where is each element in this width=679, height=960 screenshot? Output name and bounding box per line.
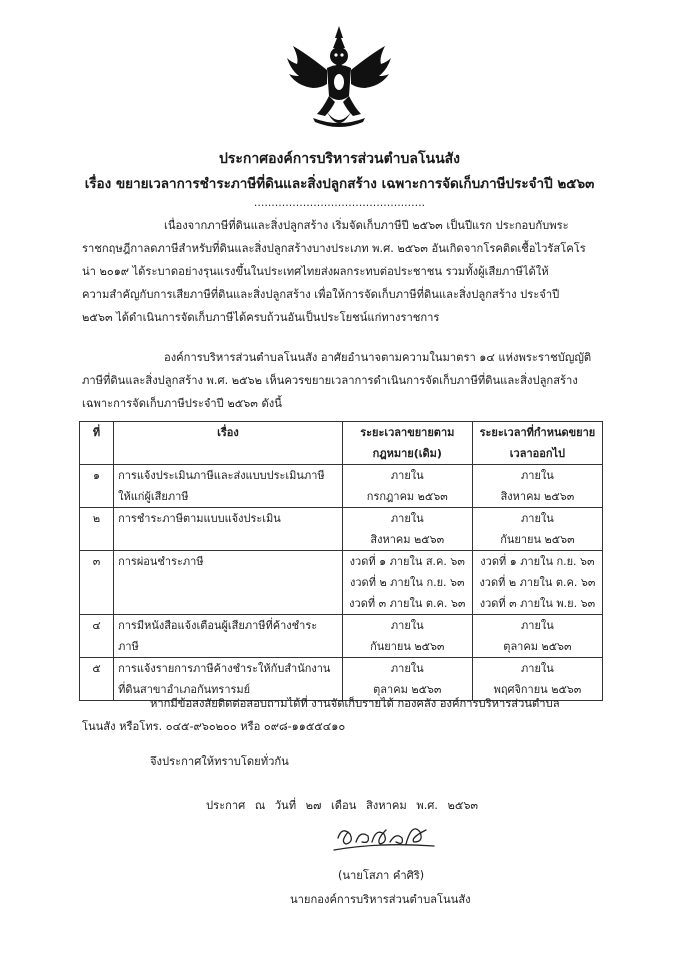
- row-number: ๔: [80, 615, 114, 658]
- garuda-emblem-icon: [283, 24, 395, 136]
- title-separator: .................................................: [253, 196, 426, 209]
- paragraph-line: เฉพาะการจัดเก็บภาษีประจำปี ๒๕๖๓ ดังนี้: [82, 397, 282, 410]
- announcement-subject: เรื่อง ขยายเวลาการชำระภาษีที่ดินและสิ่งปลูกสร้าง เฉพาะการจัดเก็บภาษีประจำปี ๒๕๖๓: [84, 176, 595, 192]
- paragraph-line: เนื่องจากภาษีที่ดินและสิ่งปลูกสร้าง เริ่มจัดเก็บภาษีปี ๒๕๖๓ เป็นปีแรก ประกอบกับพระ: [164, 219, 569, 232]
- table-row: [80, 551, 603, 615]
- paragraph-authority: [82, 346, 602, 415]
- row-number: ๒: [80, 508, 114, 551]
- row-extended: งวดที่ ๑ ภายใน ก.ย. ๖๓ งวดที่ ๒ ภายใน ต.ค. ๖๓ งวดที่ ๓ ภายใน พ.ย. ๖๓: [472, 551, 602, 615]
- paragraph-line: องค์การบริหารส่วนตำบลโนนสัง อาศัยอำนาจตามความในมาตรา ๑๔ แห่งพระราชบัญญัติ: [164, 351, 592, 364]
- header-original-period: ระยะเวลาขยายตาม กฎหมาย(เดิม): [342, 422, 472, 465]
- row-extended: ภายใน กันยายน ๒๕๖๓: [472, 508, 602, 551]
- row-subject: การชำระภาษีตามแบบแจ้งประเมิน: [114, 508, 343, 551]
- schedule-table: [79, 421, 603, 701]
- row-subject: การแจ้งรายการภาษีค้างชำระให้กับสำนักงาน ที่ดินสาขาอำเภอกันทรารมย์: [114, 658, 343, 701]
- paragraph-background: [82, 214, 602, 329]
- row-extended: ภายใน สิงหาคม ๒๕๖๓: [472, 465, 602, 508]
- signatory-name: (นายโสภา คำศิริ): [338, 869, 425, 882]
- paragraph-line: น่า ๒๐๑๙ ได้ระบาดอย่างรุนแรงขึ้นในประเทศไทยส่งผลกระทบต่อประชาชน รวมทั้งผู้เสียภาษีได้ให้: [82, 265, 549, 278]
- header-no: ที่: [80, 422, 114, 465]
- signatory-position: นายกองค์การบริหารส่วนตำบลโนนสัง: [290, 893, 471, 906]
- contact-paragraph: [82, 692, 602, 738]
- header-subject: เรื่อง: [114, 422, 343, 465]
- header-extended-period: ระยะเวลาที่กำหนดขยาย เวลาออกไป: [472, 422, 602, 465]
- announcement-title: ประกาศองค์การบริหารส่วนตำบลโนนสัง: [218, 151, 461, 167]
- handwritten-signature: [330, 812, 440, 862]
- row-extended: ภายใน ตุลาคม ๒๕๖๓: [472, 615, 602, 658]
- row-number: ๓: [80, 551, 114, 615]
- table-row: [80, 508, 603, 551]
- row-original: ภายใน กรกฎาคม ๒๕๖๓: [342, 465, 472, 508]
- table-row: [80, 465, 603, 508]
- announce-date: ประกาศ ณ วันที่ ๒๗ เดือน สิงหาคม พ.ศ. ๒๕๖๓: [206, 799, 479, 812]
- row-number: ๕: [80, 658, 114, 701]
- contact-line: โนนสัง หรือโทร. ๐๔๕-๙๖๐๒๐๐ หรือ ๐๙๘-๑๑๕๕๔๑๐: [82, 720, 346, 733]
- table-header-row: [80, 422, 603, 465]
- paragraph-line: ๒๕๖๓ ได้ดำเนินการจัดเก็บภาษีได้ครบถ้วนอันเป็นประโยชน์แก่ทางราชการ: [82, 311, 440, 324]
- row-original: งวดที่ ๑ ภายใน ส.ค. ๖๓ งวดที่ ๒ ภายใน ก.ย. ๖๓ งวดที่ ๓ ภายใน ต.ค. ๖๓: [342, 551, 472, 615]
- paragraph-line: ความสำคัญกับการเสียภาษีที่ดินและสิ่งปลูกสร้าง เพื่อให้การจัดเก็บภาษีที่ดินและสิ่งปลูกสร้าง ประจำปี: [82, 288, 560, 301]
- contact-line: หากมีข้อสงสัยติดต่อสอบถามได้ที่ งานจัดเก็บรายได้ กองคลัง องค์การบริหารส่วนตำบล: [150, 697, 560, 710]
- row-extended: ภายใน พฤศจิกายน ๒๕๖๓: [472, 658, 602, 701]
- row-number: ๑: [80, 465, 114, 508]
- paragraph-line: ภาษีที่ดินและสิ่งปลูกสร้าง พ.ศ. ๒๕๖๒ เห็นควรขยายเวลาการดำเนินการจัดเก็บภาษีที่ดินและสิ่งปลูกสร้าง: [82, 374, 578, 387]
- row-original: ภายใน ตุลาคม ๒๕๖๓: [342, 658, 472, 701]
- row-original: ภายใน สิงหาคม ๒๕๖๓: [342, 508, 472, 551]
- closing-statement: จึงประกาศให้ทราบโดยทั่วกัน: [150, 755, 289, 768]
- row-original: ภายใน กันยายน ๒๕๖๓: [342, 615, 472, 658]
- row-subject: การแจ้งประเมินภาษีและส่งแบบประเมินภาษี ให้แก่ผู้เสียภาษี: [114, 465, 343, 508]
- row-subject: การผ่อนชำระภาษี: [114, 551, 343, 615]
- paragraph-line: ราชกฤษฎีกาลดภาษีสำหรับที่ดินและสิ่งปลูกสร้างบางประเภท พ.ศ. ๒๕๖๓ อันเกิดจากโรคติดเชื้อไวรัสโคโร: [82, 242, 586, 255]
- row-subject: การมีหนังสือแจ้งเตือนผู้เสียภาษีที่ค้างชำระ ภาษี: [114, 615, 343, 658]
- table-row: [80, 615, 603, 658]
